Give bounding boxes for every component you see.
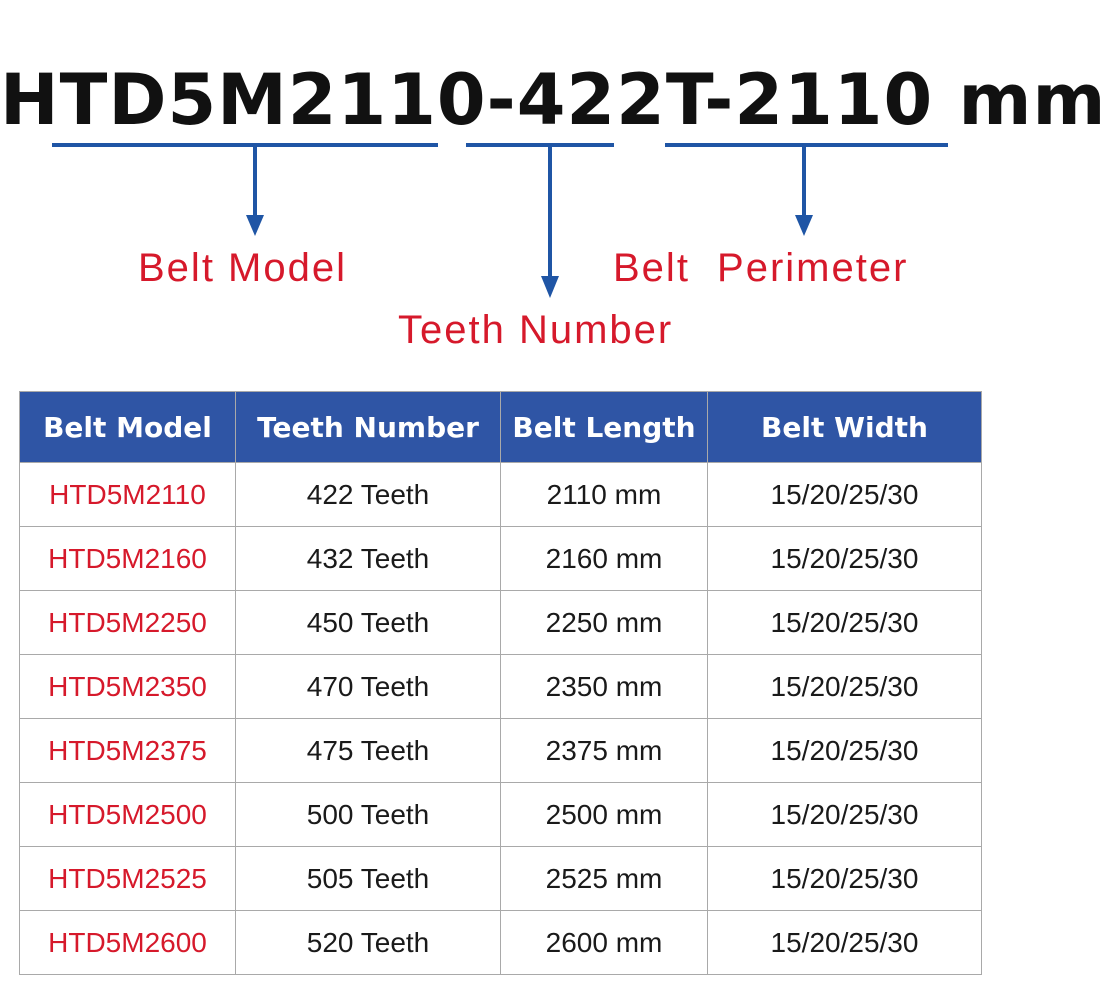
headline-model: HTD5M2110 [0,59,487,141]
cell-belt-model: HTD5M2525 [20,847,236,911]
header-belt-model: Belt Model [20,392,236,463]
model-callout [52,143,438,236]
table-row [20,591,982,655]
teeth-pointer-stem [548,147,552,278]
headline-teeth: 422T [516,59,705,141]
cell-teeth-number: 450 Teeth [236,591,501,655]
cell-belt-model: HTD5M2110 [20,463,236,527]
belt-spec-table [19,391,982,975]
table-row [20,527,982,591]
cell-teeth-number: 520 Teeth [236,911,501,975]
cell-teeth-number: 432 Teeth [236,527,501,591]
belt-model-label: Belt Model [138,246,347,290]
cell-belt-length: 2110 mm [501,463,708,527]
header-belt-length: Belt Length [501,392,708,463]
headline-length: 2110 mm [734,59,1106,141]
model-underline [52,143,438,147]
cell-belt-model: HTD5M2500 [20,783,236,847]
cell-belt-length: 2250 mm [501,591,708,655]
cell-belt-width: 15/20/25/30 [708,655,982,719]
teeth-callout [466,143,614,298]
table-row [20,911,982,975]
cell-belt-width: 15/20/25/30 [708,719,982,783]
perimeter-pointer-stem [802,147,806,217]
teeth-arrow-head [541,276,559,298]
perimeter-arrow-head [795,215,813,236]
cell-belt-width: 15/20/25/30 [708,591,982,655]
belt-perimeter-label: Belt Perimeter [613,246,909,290]
header-teeth-number: Teeth Number [236,392,501,463]
cell-teeth-number: 500 Teeth [236,783,501,847]
table-row [20,783,982,847]
model-arrow-head [246,215,264,236]
cell-belt-length: 2375 mm [501,719,708,783]
cell-belt-length: 2525 mm [501,847,708,911]
header-belt-width: Belt Width [708,392,982,463]
cell-belt-model: HTD5M2250 [20,591,236,655]
cell-belt-model: HTD5M2160 [20,527,236,591]
cell-teeth-number: 475 Teeth [236,719,501,783]
cell-belt-model: HTD5M2600 [20,911,236,975]
cell-belt-width: 15/20/25/30 [708,463,982,527]
cell-teeth-number: 470 Teeth [236,655,501,719]
headline-separator-1: - [486,59,517,141]
cell-belt-length: 2350 mm [501,655,708,719]
cell-belt-width: 15/20/25/30 [708,527,982,591]
teeth-number-label: Teeth Number [398,308,674,352]
cell-belt-width: 15/20/25/30 [708,783,982,847]
table-row [20,719,982,783]
table-row [20,463,982,527]
table-row [20,847,982,911]
cell-teeth-number: 422 Teeth [236,463,501,527]
model-pointer-stem [253,147,257,217]
cell-belt-length: 2500 mm [501,783,708,847]
perimeter-underline [665,143,948,147]
cell-teeth-number: 505 Teeth [236,847,501,911]
cell-belt-width: 15/20/25/30 [708,911,982,975]
cell-belt-model: HTD5M2375 [20,719,236,783]
table-row [20,655,982,719]
perimeter-callout [665,143,948,236]
cell-belt-length: 2600 mm [501,911,708,975]
cell-belt-length: 2160 mm [501,527,708,591]
teeth-underline [466,143,614,147]
table-header-row [20,392,982,463]
headline-separator-2: - [704,59,735,141]
cell-belt-width: 15/20/25/30 [708,847,982,911]
cell-belt-model: HTD5M2350 [20,655,236,719]
